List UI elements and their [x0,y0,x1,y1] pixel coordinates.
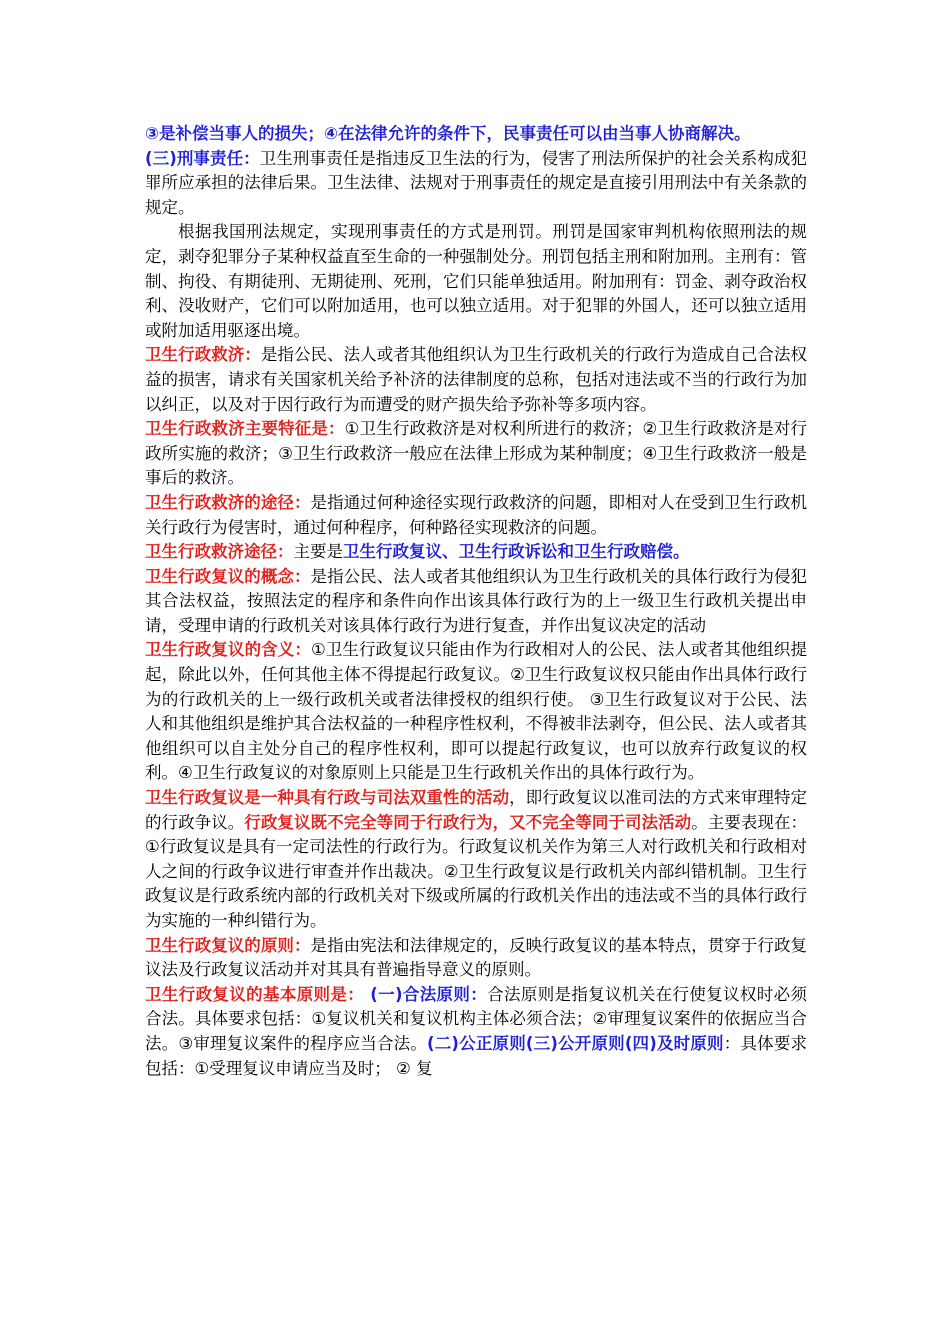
paragraph-remedy-features [145,417,807,491]
text-run: 是指公民、法人或者其他组织认为卫生行政机关的行政行为造成自己合法权益的损害，请求有关国家机关给予补济的法律制度的总称，包括对违法或不当的行政行为加以纠正，以及对于因行政行为而遭受的财产损失给予弥补等多项内容。 [145,345,808,414]
heading-run: 卫生行政复议是一种具有行政与司法双重性的活动 [145,788,510,808]
paragraph-admin-remedy [145,343,807,417]
principle-run: (一)合法原则： [364,984,488,1004]
paragraph-review-concept [145,565,807,639]
highlight-run: 行政复议既不完全等同于行政行为，又不完全等同于司法活动 [244,812,692,832]
text-run: 是指由宪法和法律规定的，反映行政复议的基本特点，贯穿于行政复议法及行政复议活动并对其具有普遍指导意义的原则。 [145,935,808,980]
heading-run: 卫生行政复议的基本原则是： [145,984,365,1004]
heading-run: 卫生行政复议的原则： [145,935,311,955]
paragraph-criminal-liability [145,147,807,221]
paragraph-review-meaning [145,638,807,786]
paragraph-remedy-ways [145,540,807,565]
paragraph-remedy-path [145,491,807,540]
heading-run: 卫生行政救济主要特征是： [145,419,345,439]
text-run: ①卫生行政救济是对权利所进行的救济；②卫生行政救济是对行政所实施的救济；③卫生行政救济一般应在法律上形成为某种制度；④卫生行政救济一般是事后的救济。 [145,419,807,488]
text-run: ③是补偿当事人的损失；④在法律允许的条件下，民事责任可以由当事人协商解决。 [145,124,751,143]
heading-run: 卫生行政救济途径： [145,542,294,562]
paragraph-basic-principles [145,983,807,1081]
text-run: ，即行政复议以准司法的方式来审理特定的行政争议。 [145,788,808,832]
heading-run: (三)刑事责任： [145,148,260,168]
heading-run: 卫生行政救济： [145,345,261,365]
text-run: 根据我国刑法规定，实现刑事责任的方式是刑罚。刑罚是国家审判机构依照刑法的规定，剥夺犯罪分子某种权益直至生命的一种强制处分。刑罚包括主刑和附加刑。主刑有：管制、拘役、有期徒刑、无期徒刑、死刑，它们只能单独适用。附加刑有：罚金、剥夺政治权利、没收财产，它们可以附加适用，也可以独立适用。对于犯罪的外国人，还可以独立适用或附加适用驱逐出境。 [145,222,807,340]
document-body [145,122,807,1081]
text-run: 。主要表现在：①行政复议是具有一定司法性的行政行为。行政复议机关作为第三人对行政机关和行政相对人之间的行政争议进行审查并作出裁决。②卫生行政复议是行政机关内部纠错机制。卫生行政复议是行政系统内部的行政机关对下级或所属的行政机关作出的违法或不当的具体行政行为实施的一种纠错行为。 [145,812,808,930]
text-run: 主要是 [293,542,343,562]
text-run: ：具体要求包括：①受理复议申请应当及时； ② 复 [145,1033,808,1078]
text-run: 卫生刑事责任是指违反卫生法的行为，侵害了刑法所保护的社会关系构成犯罪所应承担的法律后果。卫生法律、法规对于刑事责任的规定是直接引用刑法中有关条款的规定。 [145,148,807,217]
text-run: 是指公民、法人或者其他组织认为卫生行政机关的具体行政行为侵犯其合法权益，按照法定的程序和条件向作出该具体行政行为的上一级卫生行政机关提出申请，受理申请的行政机关对该具体行政行为进行复查，并作出复议决定的活动 [145,566,808,635]
text-run: 是指通过何种途径实现行政救济的问题，即相对人在受到卫生行政机关行政行为侵害时，通过何种程序，何种路径实现救济的问题。 [145,492,808,537]
paragraph-civil-liability-end [145,122,807,147]
highlight-run: 卫生行政复议、卫生行政诉讼和卫生行政赔偿。 [343,542,690,562]
paragraph-penalty [145,220,807,343]
principle-run: (二)公正原则(三)公开原则(四)及时原则 [427,1033,724,1053]
heading-run: 卫生行政复议的含义： [145,640,311,660]
text-run: ①卫生行政复议只能由作为行政相对人的公民、法人或者其他组织提起，除此以外，任何其他主体不得提起行政复议。②卫生行政复议权只能由作出具体行政行为的行政机关的上一级行政机关或者法律授权的组织行使。 ③卫生行政复议对于公民、法人和其他组织是维护其合法权益的一种程序性权利，不得被非法剥夺，但公民、法人或者其他组织可以自主处分自己的程序性权利，即可以提起行政复议，也可以放弃行政复议的权利。④卫生行政复议的对象原则上只能是卫生行政机关作出的具体行政行为。 [145,640,807,783]
paragraph-review-dual-nature [145,786,807,934]
heading-run: 卫生行政复议的概念： [145,566,311,586]
paragraph-review-principles [145,934,807,983]
heading-run: 卫生行政救济的途径： [145,492,311,512]
text-run: 合法原则是指复议机关在行使复议权时必须合法。具体要求包括：①复议机关和复议机构主体必须合法；②审理复议案件的依据应当合法。③审理复议案件的程序应当合法。 [145,984,808,1053]
